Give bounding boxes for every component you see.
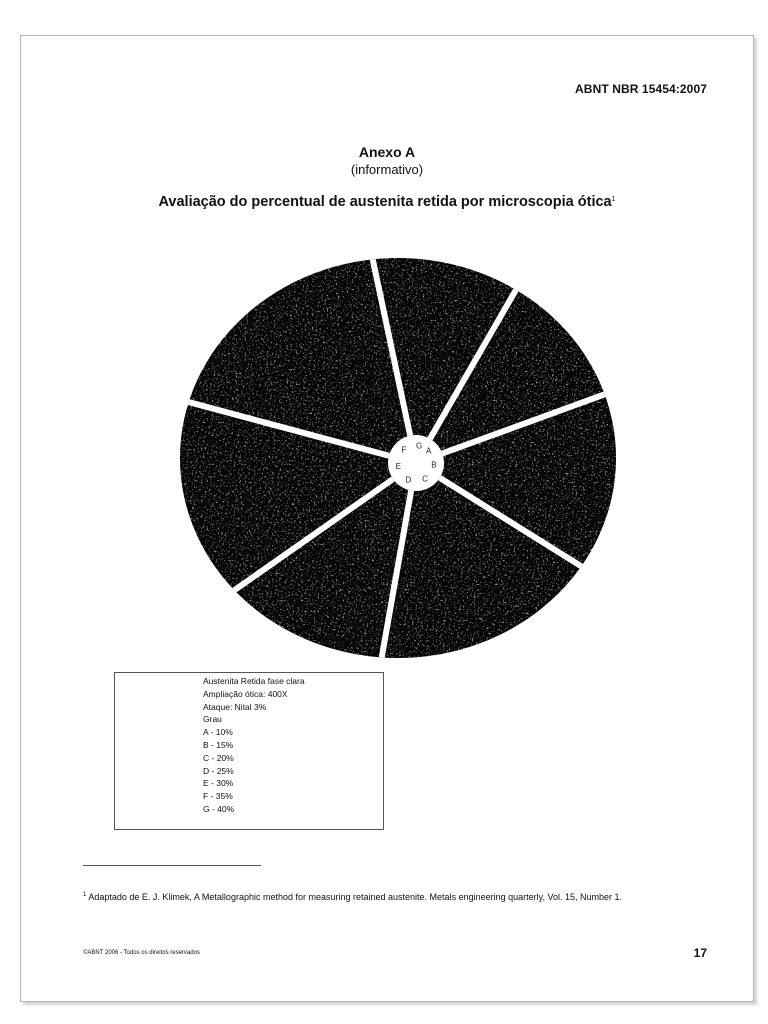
main-title	[21, 194, 753, 210]
legend-line: E - 30%	[203, 778, 234, 789]
micrograph-figure	[176, 253, 616, 658]
legend-line: G - 40%	[203, 804, 235, 814]
page-number: 17	[693, 946, 707, 960]
legend-box	[114, 672, 384, 830]
micrograph-chart-image	[176, 253, 616, 658]
sector-label: B	[431, 460, 437, 470]
legend-line: Austenita Retida fase clara	[203, 676, 305, 686]
standard-reference: ABNT NBR 15454:2007	[575, 82, 707, 96]
document-page	[20, 35, 754, 1002]
footnote-rule	[83, 865, 261, 866]
sector-label: A	[426, 446, 432, 456]
footnote	[83, 889, 711, 903]
legend-line: B - 15%	[203, 740, 234, 750]
sector-label: E	[395, 462, 401, 472]
main-title-footnote-mark: 1	[611, 196, 616, 203]
sector-label: F	[401, 445, 407, 455]
legend-line: Ataque: Nital 3%	[203, 701, 267, 712]
legend-line: Grau	[203, 714, 222, 725]
sector-label: G	[416, 441, 423, 451]
sector-label: D	[405, 475, 412, 485]
legend-line: Ampliação ótica: 400X	[203, 688, 288, 699]
copyright-notice: ©ABNT 2006 - Todos os direitos reservados	[83, 950, 200, 956]
sector-label: C	[422, 474, 428, 484]
legend-line: A - 10%	[203, 727, 233, 738]
footnote-text: Adaptado de E. J. Klimek, A Metallographic method for measuring retained austenite. Metals engineering quarterly, Vol. 15, Number 1.	[88, 892, 622, 902]
annex-subtitle: (informativo)	[350, 162, 424, 177]
main-title-text: Avaliação do percentual de austenita retida por microscopia ótica	[158, 194, 612, 210]
legend-line: C - 20%	[203, 752, 234, 763]
annex-title: Anexo A	[358, 144, 416, 160]
footnote-mark: 1	[83, 892, 87, 898]
legend-line: D - 25%	[203, 765, 234, 776]
legend-line: F - 35%	[203, 791, 233, 802]
